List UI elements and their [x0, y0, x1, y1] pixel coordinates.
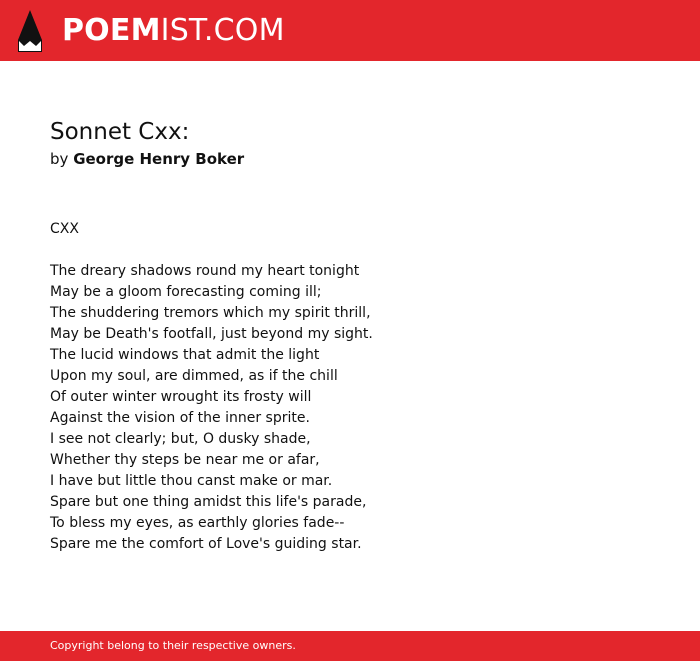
- poem-title: Sonnet Cxx:: [50, 119, 190, 145]
- poem-line: I see not clearly; but, O dusky shade,: [50, 431, 311, 447]
- copyright-notice: Copyright belong to their respective owners.: [50, 639, 296, 652]
- pencil-logo-icon[interactable]: [18, 10, 42, 52]
- poem-line: The dreary shadows round my heart tonight: [50, 263, 360, 279]
- poem-body: [50, 261, 373, 555]
- site-footer: [0, 631, 700, 661]
- site-header: [0, 0, 700, 61]
- logo-bold-part: POEM: [62, 13, 161, 48]
- logo-light-part: IST.COM: [160, 13, 285, 48]
- poem-line: Whether thy steps be near me or afar,: [50, 452, 320, 468]
- poem-line: Upon my soul, are dimmed, as if the chill: [50, 368, 338, 384]
- poem-line: Against the vision of the inner sprite.: [50, 410, 310, 426]
- poem-section-number: CXX: [50, 221, 79, 237]
- poem-line: The shuddering tremors which my spirit thrill,: [50, 305, 371, 321]
- poem-line: To bless my eyes, as earthly glories fade--: [50, 515, 345, 531]
- poem-line: May be a gloom forecasting coming ill;: [50, 284, 322, 300]
- poem-line: Of outer winter wrought its frosty will: [50, 389, 312, 405]
- poem-line: The lucid windows that admit the light: [50, 347, 320, 363]
- poem-line: Spare me the comfort of Love's guiding star.: [50, 536, 362, 552]
- poem-line: I have but little thou canst make or mar.: [50, 473, 333, 489]
- poem-line: Spare but one thing amidst this life's parade,: [50, 494, 367, 510]
- byline-prefix: by: [50, 150, 69, 168]
- site-logo-text[interactable]: [62, 11, 285, 51]
- poem-byline: [50, 149, 244, 169]
- poem-author: George Henry Boker: [73, 150, 245, 168]
- poem-line: May be Death's footfall, just beyond my sight.: [50, 326, 373, 342]
